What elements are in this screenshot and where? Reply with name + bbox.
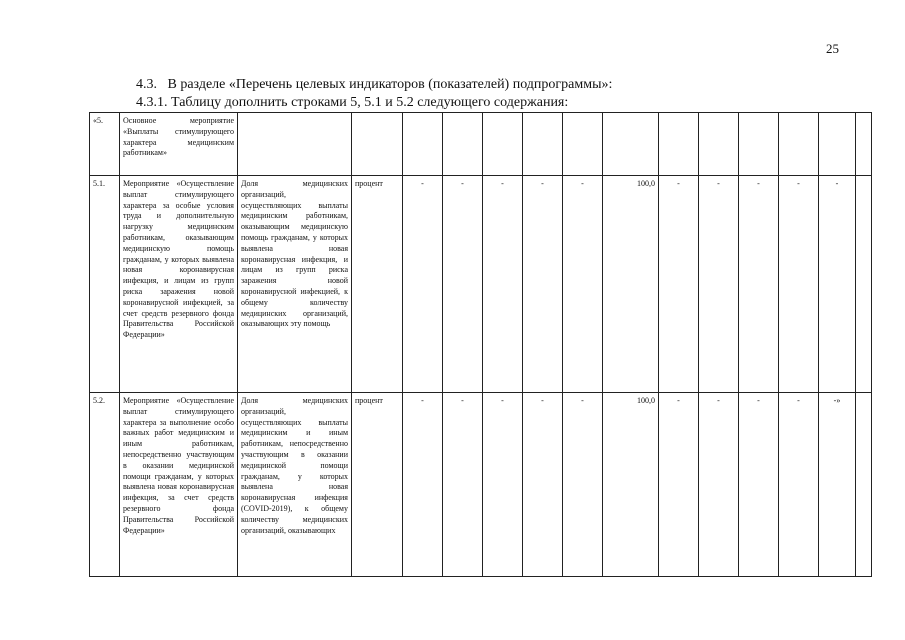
value-cell: -» bbox=[819, 393, 856, 577]
value-cell bbox=[856, 393, 872, 577]
value-cell bbox=[699, 113, 739, 176]
value-cell: - bbox=[523, 176, 563, 393]
row-number: «5. bbox=[90, 113, 120, 176]
value-cell bbox=[443, 113, 483, 176]
value-cell: - bbox=[523, 393, 563, 577]
table-row bbox=[90, 176, 872, 393]
row-name: Мероприятие «Осуществление выплат стимулирующего характера за выполнение особо важных работ медицинским и иным работникам, непосредственно участвующим в оказании медицинской помощи гражданам, у которых выявлена новая коронавирусная инфекция, за счет средств резервного фонда Правительства Российской Федерации» bbox=[120, 393, 238, 577]
row-indicator bbox=[238, 113, 352, 176]
subsection-heading: 4.3.1. Таблицу дополнить строками 5, 5.1 и 5.2 следующего содержания: bbox=[136, 95, 569, 110]
indicators-table bbox=[89, 112, 872, 577]
value-cell: - bbox=[483, 176, 523, 393]
value-cell: - bbox=[699, 393, 739, 577]
value-cell: - bbox=[659, 176, 699, 393]
value-cell: - bbox=[779, 176, 819, 393]
value-cell: - bbox=[443, 176, 483, 393]
value-cell: - bbox=[699, 176, 739, 393]
value-cell: - bbox=[659, 393, 699, 577]
value-cell: - bbox=[739, 176, 779, 393]
row-indicator: Доля медицинских организаций, осуществляющих выплаты медицинским работникам, оказывающим медицинскую помощь гражданам, у которых выявлена новая коронавирусная инфекция, и лицам из групп риска заражения новой коронавирусной инфекцией, к общему количеству медицинских организаций, оказывающих эту помощь bbox=[238, 176, 352, 393]
row-unit: процент bbox=[352, 176, 403, 393]
value-cell: - bbox=[443, 393, 483, 577]
value-cell bbox=[523, 113, 563, 176]
value-cell: - bbox=[483, 393, 523, 577]
row-number: 5.1. bbox=[90, 176, 120, 393]
value-cell bbox=[856, 113, 872, 176]
value-cell bbox=[563, 113, 603, 176]
value-cell: - bbox=[403, 176, 443, 393]
value-cell: 100,0 bbox=[603, 393, 659, 577]
table-row bbox=[90, 393, 872, 577]
table-row bbox=[90, 113, 872, 176]
row-name: Основное мероприятие «Выплаты стимулирующего характера медицинским работникам» bbox=[120, 113, 238, 176]
row-unit bbox=[352, 113, 403, 176]
row-name: Мероприятие «Осуществление выплат стимулирующего характера за особые условия труда и дополнительную нагрузку медицинским работникам, оказывающим медицинскую помощь гражданам, у которых выявлена новая коронавирусная инфекция, и лицам из групп риска заражения новой коронавирусной инфекцией, за счет средств резервного фонда Правительства Российской Федерации» bbox=[120, 176, 238, 393]
value-cell: - bbox=[819, 176, 856, 393]
value-cell bbox=[483, 113, 523, 176]
row-unit: процент bbox=[352, 393, 403, 577]
value-cell bbox=[856, 176, 872, 393]
value-cell bbox=[603, 113, 659, 176]
value-cell bbox=[739, 113, 779, 176]
value-cell: - bbox=[779, 393, 819, 577]
value-cell: - bbox=[739, 393, 779, 577]
page-number: 25 bbox=[826, 41, 839, 56]
row-number: 5.2. bbox=[90, 393, 120, 577]
row-indicator: Доля медицинских организаций, осуществляющих выплаты медицинским и иным работникам, непосредственно участвующим в оказании медицинской помощи гражданам, у которых выявлена новая коронавирусная инфекция (COVID-2019), к общему количеству медицинских организаций, оказывающих bbox=[238, 393, 352, 577]
value-cell: 100,0 bbox=[603, 176, 659, 393]
value-cell bbox=[779, 113, 819, 176]
value-cell bbox=[659, 113, 699, 176]
value-cell: - bbox=[563, 176, 603, 393]
value-cell: - bbox=[403, 393, 443, 577]
value-cell bbox=[403, 113, 443, 176]
value-cell: - bbox=[563, 393, 603, 577]
value-cell bbox=[819, 113, 856, 176]
section-heading: 4.3. В разделе «Перечень целевых индикаторов (показателей) подпрограммы»: bbox=[136, 77, 613, 92]
